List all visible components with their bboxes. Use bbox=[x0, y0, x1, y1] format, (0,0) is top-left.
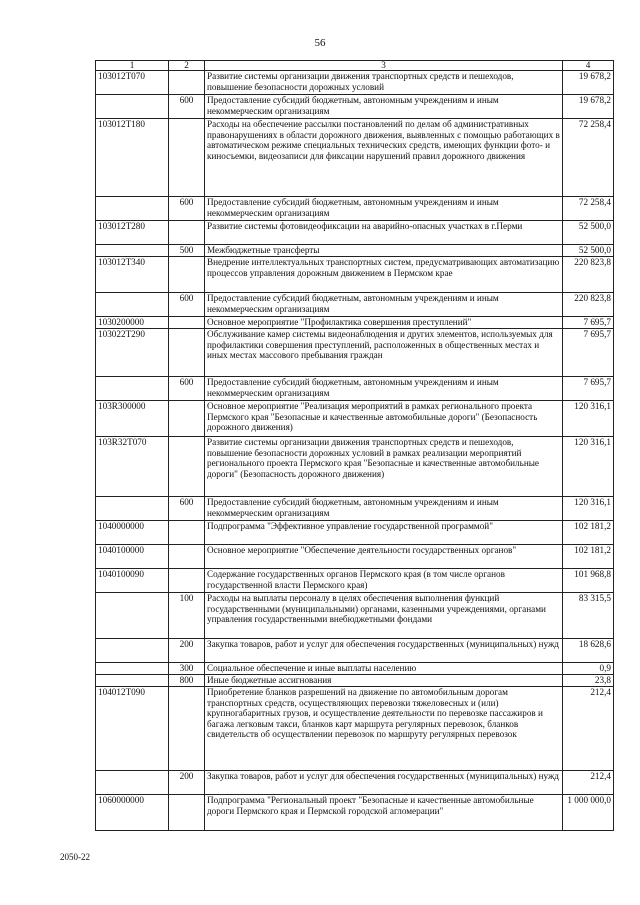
cell-amount: 19 678,2 bbox=[563, 71, 614, 95]
cell-code: 1030200000 bbox=[96, 317, 169, 329]
cell-code bbox=[96, 663, 169, 675]
cell-code bbox=[96, 639, 169, 663]
table-row bbox=[96, 401, 614, 437]
table-row bbox=[96, 293, 614, 317]
table-row bbox=[96, 639, 614, 663]
table-row bbox=[96, 771, 614, 795]
header-col-2: 2 bbox=[169, 61, 205, 71]
cell-description: Предоставление субсидий бюджетным, автономным учреждениям и иным некоммерческим организациям bbox=[205, 197, 563, 221]
cell-description: Предоставление субсидий бюджетным, автономным учреждениям и иным некоммерческим организациям bbox=[205, 497, 563, 521]
table-row bbox=[96, 687, 614, 771]
cell-expense-type bbox=[169, 257, 205, 293]
cell-expense-type bbox=[169, 437, 205, 497]
cell-expense-type: 600 bbox=[169, 95, 205, 119]
table-row bbox=[96, 119, 614, 197]
cell-description: Развитие системы фотовидеофиксации на аварийно-опасных участках в г.Перми bbox=[205, 221, 563, 245]
cell-code bbox=[96, 675, 169, 687]
cell-amount: 220 823,8 bbox=[563, 257, 614, 293]
cell-description: Расходы на выплаты персоналу в целях обеспечения выполнения функций государственными (муниципальными) органами, казенными учреждениями, органами управления государственными внебюджетными фондами bbox=[205, 593, 563, 639]
cell-amount: 212,4 bbox=[563, 771, 614, 795]
table-row bbox=[96, 221, 614, 245]
cell-expense-type bbox=[169, 329, 205, 377]
table-row bbox=[96, 257, 614, 293]
cell-expense-type bbox=[169, 119, 205, 197]
cell-code: 103R300000 bbox=[96, 401, 169, 437]
cell-amount: 7 695,7 bbox=[563, 377, 614, 401]
cell-code: 103012T340 bbox=[96, 257, 169, 293]
cell-description: Основное мероприятие "Реализация мероприятий в рамках регионального проекта Пермского края "Безопасные и качественные автомобильные дороги" (Безопасность дорожного движения) bbox=[205, 401, 563, 437]
cell-expense-type: 200 bbox=[169, 771, 205, 795]
table-row bbox=[96, 593, 614, 639]
cell-expense-type: 600 bbox=[169, 377, 205, 401]
cell-expense-type bbox=[169, 545, 205, 569]
cell-amount: 7 695,7 bbox=[563, 317, 614, 329]
cell-amount: 83 315,5 bbox=[563, 593, 614, 639]
table-row bbox=[96, 245, 614, 257]
cell-expense-type bbox=[169, 521, 205, 545]
cell-description: Предоставление субсидий бюджетным, автономным учреждениям и иным некоммерческим организациям bbox=[205, 293, 563, 317]
cell-code: 1040100090 bbox=[96, 569, 169, 593]
cell-description: Иные бюджетные ассигнования bbox=[205, 675, 563, 687]
cell-amount: 23,8 bbox=[563, 675, 614, 687]
cell-amount: 212,4 bbox=[563, 687, 614, 771]
table-row bbox=[96, 675, 614, 687]
footer-code: 2050-22 bbox=[60, 852, 90, 862]
cell-code bbox=[96, 245, 169, 257]
cell-amount: 52 500,0 bbox=[563, 245, 614, 257]
cell-code bbox=[96, 197, 169, 221]
cell-description: Развитие системы организации движения транспортных средств и пешеходов, повышение безопасности дорожных условий bbox=[205, 71, 563, 95]
cell-description: Содержание государственных органов Пермского края (в том числе органов государственной власти Пермского края) bbox=[205, 569, 563, 593]
cell-description: Социальное обеспечение и иные выплаты населению bbox=[205, 663, 563, 675]
table-row bbox=[96, 545, 614, 569]
cell-amount: 120 316,1 bbox=[563, 401, 614, 437]
table-row bbox=[96, 521, 614, 545]
cell-code: 103012T280 bbox=[96, 221, 169, 245]
cell-expense-type bbox=[169, 401, 205, 437]
cell-description: Основное мероприятие "Обеспечение деятельности государственных органов" bbox=[205, 545, 563, 569]
table-row bbox=[96, 329, 614, 377]
budget-table bbox=[95, 60, 614, 831]
cell-amount: 72 258,4 bbox=[563, 197, 614, 221]
cell-amount: 18 628,6 bbox=[563, 639, 614, 663]
cell-code: 1060000000 bbox=[96, 795, 169, 831]
cell-description: Развитие системы организации движения транспортных средств и пешеходов, повышение безопасности дорожных условий в рамках реализации мероприятий регионального проекта Пермского края "Безопасные и качественные автомобильные дороги" (Безопасность дорожного движения) bbox=[205, 437, 563, 497]
cell-expense-type bbox=[169, 221, 205, 245]
cell-description: Внедрение интеллектуальных транспортных систем, предусматривающих автоматизацию процессов управления дорожным движением в Пермском крае bbox=[205, 257, 563, 293]
cell-expense-type bbox=[169, 687, 205, 771]
cell-expense-type: 600 bbox=[169, 293, 205, 317]
cell-code: 1040000000 bbox=[96, 521, 169, 545]
cell-expense-type: 300 bbox=[169, 663, 205, 675]
cell-description: Обслуживание камер системы видеонаблюдения и других элементов, используемых для профилактики совершения преступлений, расположенных в общественных местах и иных местах массового пребывания граждан bbox=[205, 329, 563, 377]
cell-amount: 0,9 bbox=[563, 663, 614, 675]
table-row bbox=[96, 569, 614, 593]
cell-code bbox=[96, 497, 169, 521]
header-col-4: 4 bbox=[563, 61, 614, 71]
cell-code bbox=[96, 293, 169, 317]
cell-expense-type: 200 bbox=[169, 639, 205, 663]
cell-description: Расходы на обеспечение рассылки постановлений по делам об административных правонарушениях в области дорожного движения, выявленных с помощью работающих в автоматическом режиме специальных технических средств, имеющих функции фото- и киносъемки, видеозаписи для фиксации нарушений правил дорожного движения bbox=[205, 119, 563, 197]
table-row bbox=[96, 663, 614, 675]
cell-amount: 102 181,2 bbox=[563, 521, 614, 545]
cell-code: 103R32T070 bbox=[96, 437, 169, 497]
cell-expense-type: 600 bbox=[169, 197, 205, 221]
table-row bbox=[96, 795, 614, 831]
cell-description: Межбюджетные трансферты bbox=[205, 245, 563, 257]
cell-expense-type: 500 bbox=[169, 245, 205, 257]
cell-code bbox=[96, 95, 169, 119]
cell-description: Закупка товаров, работ и услуг для обеспечения государственных (муниципальных) нужд bbox=[205, 771, 563, 795]
table-row bbox=[96, 377, 614, 401]
cell-description: Предоставление субсидий бюджетным, автономным учреждениям и иным некоммерческим организациям bbox=[205, 377, 563, 401]
cell-expense-type: 800 bbox=[169, 675, 205, 687]
cell-code bbox=[96, 377, 169, 401]
cell-amount: 120 316,1 bbox=[563, 497, 614, 521]
cell-expense-type: 100 bbox=[169, 593, 205, 639]
table-row bbox=[96, 317, 614, 329]
page-number: 56 bbox=[314, 37, 326, 49]
cell-amount: 52 500,0 bbox=[563, 221, 614, 245]
cell-code: 103012T070 bbox=[96, 71, 169, 95]
cell-code bbox=[96, 771, 169, 795]
cell-code bbox=[96, 593, 169, 639]
cell-expense-type bbox=[169, 71, 205, 95]
header-col-3: 3 bbox=[205, 61, 563, 71]
cell-code: 103012T180 bbox=[96, 119, 169, 197]
cell-amount: 101 968,8 bbox=[563, 569, 614, 593]
cell-expense-type: 600 bbox=[169, 497, 205, 521]
cell-code: 1040100000 bbox=[96, 545, 169, 569]
cell-expense-type bbox=[169, 569, 205, 593]
cell-amount: 72 258,4 bbox=[563, 119, 614, 197]
cell-amount: 1 000 000,0 bbox=[563, 795, 614, 831]
cell-description: Основное мероприятие "Профилактика совершения преступлений" bbox=[205, 317, 563, 329]
cell-code: 103022T290 bbox=[96, 329, 169, 377]
header-row bbox=[96, 61, 614, 71]
cell-code: 104012T090 bbox=[96, 687, 169, 771]
table-row bbox=[96, 437, 614, 497]
table-row bbox=[96, 497, 614, 521]
cell-description: Подпрограмма "Эффективное управление государственной программой" bbox=[205, 521, 563, 545]
cell-expense-type bbox=[169, 795, 205, 831]
cell-amount: 7 695,7 bbox=[563, 329, 614, 377]
cell-description: Приобретение бланков разрешений на движение по автомобильным дорогам транспортных средств, осуществляющих перевозки тяжеловесных и (или) крупногабаритных грузов, и осуществление деятельности по перевозке пассажиров и багажа легковым такси, бланков карт маршрута регулярных перевозок, бланков свидетельств об осуществлении перевозок по маршруту регулярных перевозок bbox=[205, 687, 563, 771]
cell-amount: 102 181,2 bbox=[563, 545, 614, 569]
cell-description: Предоставление субсидий бюджетным, автономным учреждениям и иным некоммерческим организациям bbox=[205, 95, 563, 119]
cell-expense-type bbox=[169, 317, 205, 329]
cell-amount: 19 678,2 bbox=[563, 95, 614, 119]
cell-description: Подпрограмма "Региональный проект "Безопасные и качественные автомобильные дороги Пермского края и Пермской городской агломерации" bbox=[205, 795, 563, 831]
cell-amount: 120 316,1 bbox=[563, 437, 614, 497]
cell-description: Закупка товаров, работ и услуг для обеспечения государственных (муниципальных) нужд bbox=[205, 639, 563, 663]
cell-amount: 220 823,8 bbox=[563, 293, 614, 317]
table-row bbox=[96, 71, 614, 95]
table-row bbox=[96, 95, 614, 119]
header-col-1: 1 bbox=[96, 61, 169, 71]
table-row bbox=[96, 197, 614, 221]
